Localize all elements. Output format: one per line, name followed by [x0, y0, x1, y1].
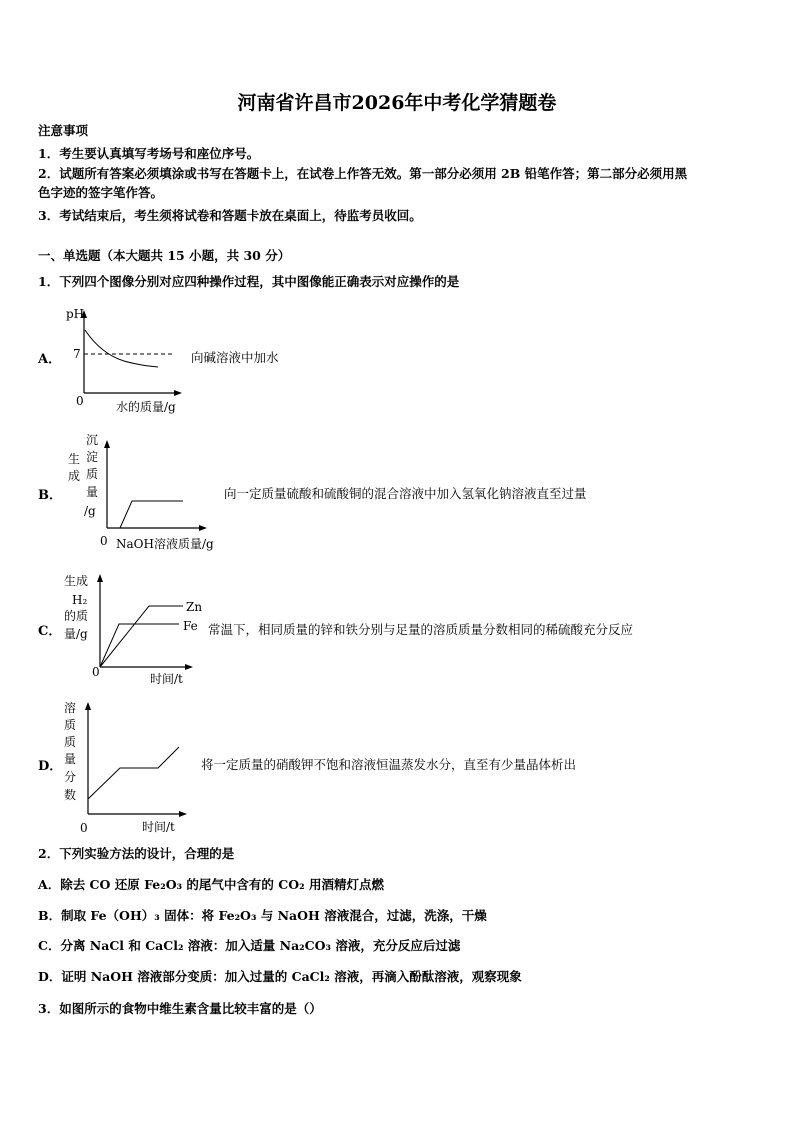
d-y-arrow — [85, 702, 91, 710]
b-ylabel-2a: 沉 — [86, 433, 99, 447]
b-ylabel-2e: /g — [84, 504, 96, 518]
option-d-letter[interactable]: D． — [38, 759, 63, 774]
c-ylabel-4: 量/g — [64, 627, 88, 641]
question-1-stem: 1．下列四个图像分别对应四种操作过程，其中图像能正确表示对应操作的是 — [38, 274, 460, 289]
d-ylabel-1: 溶 — [64, 701, 77, 715]
d-line — [88, 747, 179, 799]
b-ylabel-2c: 质 — [86, 467, 99, 481]
c-origin: 0 — [92, 665, 100, 679]
option-a-letter[interactable]: A． — [38, 352, 62, 367]
notice-heading: 注意事项 — [38, 123, 89, 138]
d-ylabel-6: 数 — [64, 788, 77, 802]
b-ylabel-1b: 成 — [68, 469, 81, 483]
c-series-zn: Zn — [186, 600, 203, 614]
section-heading: 一、单选题（本大题共 15 小题，共 30 分） — [38, 248, 291, 263]
a-xlabel: 水的质量/g — [116, 400, 176, 414]
option-a-desc: 向碱溶液中加水 — [191, 350, 279, 365]
b-ylabel-2b: 淀 — [86, 450, 99, 464]
option-c-letter[interactable]: C． — [38, 624, 62, 639]
option-c-desc: 常温下，相同质量的锌和铁分别与足量的溶质质量分数相同的稀硫酸充分反应 — [208, 622, 634, 637]
notice-item-1: 1．考生要认真填写考场号和座位序号。 — [38, 146, 260, 161]
c-ylabel-3: 的质 — [64, 609, 89, 623]
a-origin: 0 — [76, 394, 84, 408]
d-origin: 0 — [80, 821, 88, 835]
d-x-arrow — [179, 811, 187, 817]
d-ylabel-2: 质 — [64, 718, 77, 732]
question-2-option-d[interactable]: D．证明 NaOH 溶液部分变质：加入过量的 CaCl₂ 溶液，再滴入酚酞溶液，观察现象 — [38, 969, 522, 984]
exam-title: 河南省许昌市2026年中考化学猜题卷 — [237, 92, 557, 114]
notice-item-3: 3．考试结束后，考生须将试卷和答题卡放在桌面上，待监考员收回。 — [38, 208, 422, 223]
a-ytick: 7 — [73, 347, 81, 361]
d-ylabel-3: 质 — [64, 735, 77, 749]
b-origin: 0 — [100, 534, 108, 548]
question-2-option-c[interactable]: C．分离 NaCl 和 CaCl₂ 溶液：加入适量 Na₂CO₃ 溶液，充分反应后过滤 — [38, 938, 461, 953]
b-xlabel: NaOH溶液质量/g — [116, 537, 214, 551]
notice-item-2: 2．试题所有答案必须填涂或书写在答题卡上，在试卷上作答无效。第一部分必须用 2B 铅笔作答；第二部分必须用黑 — [38, 166, 688, 181]
question-2-stem: 2．下列实验方法的设计，合理的是 — [38, 846, 235, 861]
d-ylabel-5: 分 — [64, 770, 77, 784]
option-d-desc: 将一定质量的硝酸钾不饱和溶液恒温蒸发水分，直至有少量晶体析出 — [201, 757, 577, 772]
c-series-fe: Fe — [183, 619, 198, 633]
c-ylabel-1: 生成 — [64, 574, 89, 588]
d-ylabel-4: 量 — [64, 752, 77, 766]
question-2-option-b[interactable]: B．制取 Fe（OH）₃ 固体：将 Fe₂O₃ 与 NaOH 溶液混合，过滤，洗涤，干燥 — [38, 908, 487, 923]
a-ylabel: pH — [66, 307, 85, 321]
question-3-stem: 3．如图所示的食物中维生素含量比较丰富的是（） — [38, 1001, 322, 1016]
option-b-desc: 向一定质量硫酸和硫酸铜的混合溶液中加入氢氧化钠溶液直至过量 — [224, 486, 587, 501]
c-ylabel-2: H₂ — [72, 593, 88, 607]
option-b-letter[interactable]: B． — [38, 488, 62, 503]
d-xlabel: 时间/t — [142, 820, 175, 834]
c-xlabel: 时间/t — [150, 672, 183, 686]
b-ylabel-2d: 量 — [86, 485, 99, 499]
notice-item-2-cont: 色字迹的签字笔作答。 — [38, 185, 164, 200]
b-ylabel-1a: 生 — [68, 452, 81, 466]
question-2-option-a[interactable]: A．除去 CO 还原 Fe₂O₃ 的尾气中含有的 CO₂ 用酒精灯点燃 — [38, 877, 384, 892]
